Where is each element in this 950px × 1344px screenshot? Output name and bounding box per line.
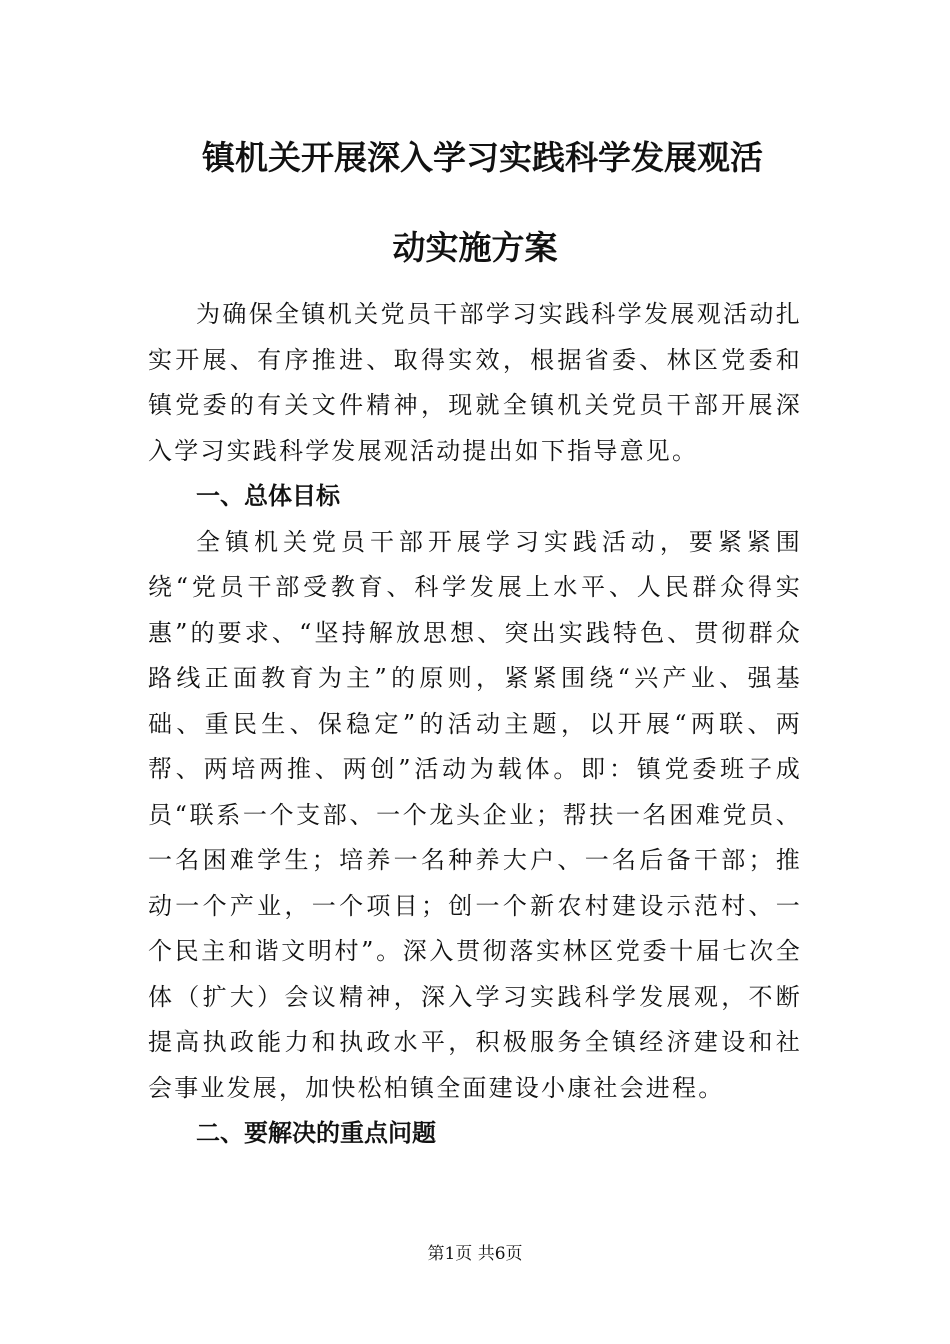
section-heading-1: 一、总体目标	[196, 482, 340, 510]
intro-paragraph: 为确保全镇机关党员干部学习实践科学发展观活动扎实开展、有序推进、取得实效，根据省委、林区党委和镇党委的有关文件精神，现就全镇机关党员干部开展深入学习实践科学发展观活动提出如下指导意见。	[148, 300, 802, 465]
section-heading-2: 二、要解决的重点问题	[196, 1119, 436, 1147]
document-title-line-2: 动实施方案	[392, 228, 558, 267]
document-body	[148, 292, 802, 1157]
page-number-footer: 第1页 共6页	[427, 1244, 523, 1264]
section-1-paragraph: 全镇机关党员干部开展学习实践活动，要紧紧围绕“党员干部受教育、科学发展上水平、人民群众得实惠”的要求、“坚持解放思想、突出实践特色、贯彻群众路线正面教育为主”的原则，紧紧围绕“兴产业、强基础、重民生、保稳定”的活动主题，以开展“两联、两帮、两培两推、两创”活动为载体。即：镇党委班子成员“联系一个支部、一个龙头企业；帮扶一名困难党员、一名困难学生；培养一名种养大户、一名后备干部；推动一个产业，一个项目；创一个新农村建设示范村、一个民主和谐文明村”。深入贯彻落实林区党委十届七次全体（扩大）会议精神，深入学习实践科学发展观，不断提高执政能力和执政水平，积极服务全镇经济建设和社会事业发展，加快松柏镇全面建设小康社会进程。	[148, 527, 802, 1102]
document-title-line-1: 镇机关开展深入学习实践科学发展观活	[202, 138, 763, 177]
